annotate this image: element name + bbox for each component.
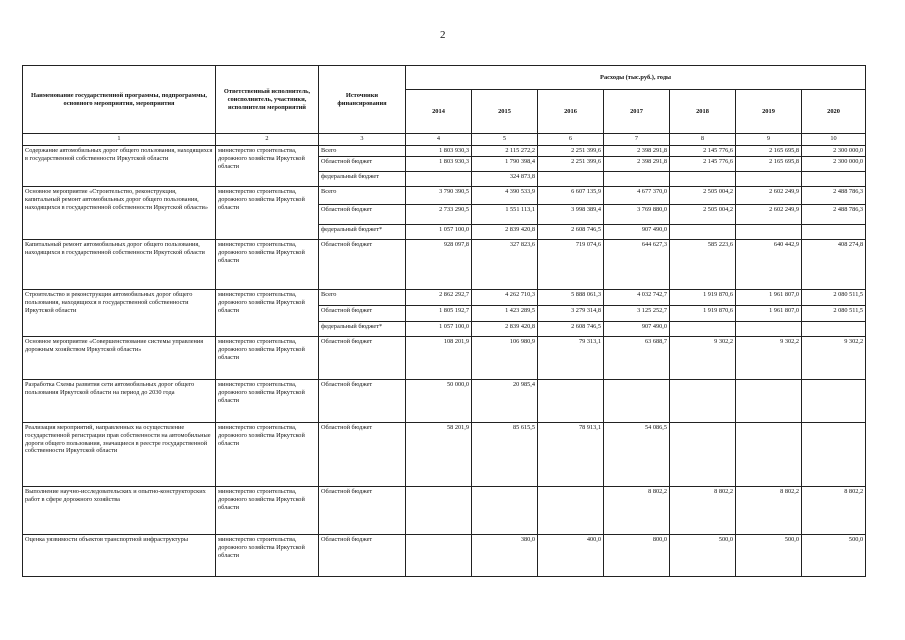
expense-value: 2 115 272,2 [472,146,538,157]
expense-value: 500,0 [670,534,736,576]
expense-value [736,321,802,336]
expense-value: 3 125 252,7 [604,305,670,321]
header-year: 2016 [538,90,604,134]
header-year: 2019 [736,90,802,134]
expense-value: 2 300 000,0 [802,146,866,157]
expense-value: 327 823,6 [472,239,538,289]
program-name: Капитальный ремонт автомобильных дорог общего пользования, находящихся в государственной собственности Иркутской области [23,239,216,289]
expense-value: 9 302,2 [802,336,866,379]
program-name: Строительство и реконструкция автомобильных дорог общего пользования, находящихся в государственной собственности Иркутской области [23,289,216,336]
expense-value: 3 769 880,0 [604,204,670,224]
expense-value: 800,0 [604,534,670,576]
program-name: Содержание автомобильных дорог общего пользования, находящихся в государственной собственности Иркутской области [23,146,216,187]
funding-source: Всего [319,186,406,204]
expense-value: 8 802,2 [604,486,670,534]
expense-value: 928 097,8 [406,239,472,289]
expense-value: 1 961 807,0 [736,305,802,321]
table-row [23,379,866,422]
expense-value: 2 608 746,5 [538,321,604,336]
expense-value: 8 802,2 [802,486,866,534]
expense-value: 8 802,2 [670,486,736,534]
column-index: 9 [736,134,802,146]
expense-value: 2 839 420,8 [472,224,538,239]
expense-value: 2 398 291,8 [604,146,670,157]
expense-value: 2 080 511,5 [802,305,866,321]
expense-value: 1 803 930,3 [406,156,472,171]
header-year: 2017 [604,90,670,134]
expense-value: 3 790 390,5 [406,186,472,204]
expense-value: 1 057 100,0 [406,224,472,239]
expense-value: 1 919 870,6 [670,289,736,305]
expense-value: 2 602 249,9 [736,186,802,204]
expense-value: 2 488 786,3 [802,186,866,204]
expense-value [736,379,802,422]
expense-value: 380,0 [472,534,538,576]
expense-value: 400,0 [538,534,604,576]
expense-value [670,379,736,422]
expense-value: 78 913,1 [538,422,604,486]
expense-value: 500,0 [802,534,866,576]
expense-value: 585 223,6 [670,239,736,289]
expense-value: 2 080 511,5 [802,289,866,305]
expense-value [802,422,866,486]
expense-value: 3 998 389,4 [538,204,604,224]
expense-value [472,486,538,534]
column-index: 6 [538,134,604,146]
table-row [23,486,866,534]
expense-value: 2 398 291,8 [604,156,670,171]
expense-value: 1 057 100,0 [406,321,472,336]
expense-value: 2 165 695,8 [736,146,802,157]
expense-value [736,171,802,186]
program-name: Реализация мероприятий, направленных на осуществление государственной регистрации прав собственности на автомобильные дороги общего пользования, значащиеся в реестре государственной собственности Иркутской области [23,422,216,486]
expense-value [406,534,472,576]
expense-value: 907 490,0 [604,224,670,239]
executor: министерство строительства, дорожного хозяйства Иркутской области [216,379,319,422]
expense-value [670,224,736,239]
expense-value: 640 442,9 [736,239,802,289]
expense-value [604,171,670,186]
column-index: 5 [472,134,538,146]
expense-value [538,486,604,534]
expense-value: 2 608 746,5 [538,224,604,239]
expense-value: 3 279 314,8 [538,305,604,321]
funding-source: федеральный бюджет [319,171,406,186]
funding-source: Областной бюджет [319,422,406,486]
expense-value: 1 961 807,0 [736,289,802,305]
executor: министерство строительства, дорожного хозяйства Иркутской области [216,146,319,187]
expense-value: 106 980,9 [472,336,538,379]
expense-value [802,321,866,336]
funding-source: Всего [319,146,406,157]
expense-value: 85 615,5 [472,422,538,486]
expense-value: 1 919 870,6 [670,305,736,321]
header-year: 2018 [670,90,736,134]
table-row [23,186,866,204]
page-number: 2 [440,29,446,41]
header-expenses: Расходы (тыс.руб.), годы [406,66,866,90]
expense-value: 20 985,4 [472,379,538,422]
funding-source: Областной бюджет [319,305,406,321]
expense-value [802,224,866,239]
expense-value: 9 302,2 [736,336,802,379]
expense-value: 408 274,8 [802,239,866,289]
executor: министерство строительства, дорожного хозяйства Иркутской области [216,186,319,239]
expense-value: 2 862 292,7 [406,289,472,305]
expense-value [538,171,604,186]
executor: министерство строительства, дорожного хозяйства Иркутской области [216,486,319,534]
header-year: 2020 [802,90,866,134]
funding-source: федеральный бюджет* [319,224,406,239]
funding-source: Областной бюджет [319,204,406,224]
expense-value: 108 201,9 [406,336,472,379]
executor: министерство строительства, дорожного хозяйства Иркутской области [216,289,319,336]
funding-source: федеральный бюджет* [319,321,406,336]
expense-value: 2 505 004,2 [670,186,736,204]
expense-value [670,422,736,486]
expense-value: 2 505 004,2 [670,204,736,224]
expense-value [736,224,802,239]
funding-source: Областной бюджет [319,486,406,534]
expense-value: 4 262 710,3 [472,289,538,305]
expense-value: 2 251 399,6 [538,146,604,157]
table-row [23,422,866,486]
expense-value: 2 839 420,8 [472,321,538,336]
funding-source: Областной бюджет [319,336,406,379]
table-row [23,146,866,157]
table-row [23,239,866,289]
table-row [23,336,866,379]
funding-source: Областной бюджет [319,156,406,171]
column-index: 8 [670,134,736,146]
header-year: 2015 [472,90,538,134]
expense-value [538,379,604,422]
expense-value: 6 607 135,9 [538,186,604,204]
table-row [23,534,866,576]
expense-value: 2 145 776,6 [670,156,736,171]
expense-value: 8 802,2 [736,486,802,534]
expense-value: 5 888 061,3 [538,289,604,305]
expense-value: 63 688,7 [604,336,670,379]
expense-value: 50 000,0 [406,379,472,422]
expense-value: 54 086,5 [604,422,670,486]
expense-value: 2 251 399,6 [538,156,604,171]
expense-value: 2 488 786,3 [802,204,866,224]
header-source: Источники финансирования [319,66,406,134]
column-index: 2 [216,134,319,146]
expense-value: 719 074,6 [538,239,604,289]
expense-value [736,422,802,486]
expense-value: 2 165 695,8 [736,156,802,171]
expense-value: 2 145 776,6 [670,146,736,157]
column-index: 7 [604,134,670,146]
expense-value [670,171,736,186]
expense-value: 4 390 533,9 [472,186,538,204]
column-index: 3 [319,134,406,146]
program-name: Основное мероприятие «Совершенствование системы управления дорожным хозяйством Иркутской области» [23,336,216,379]
funding-source: Областной бюджет [319,239,406,289]
expense-value: 1 551 113,1 [472,204,538,224]
funding-source: Областной бюджет [319,534,406,576]
expense-value: 1 790 398,4 [472,156,538,171]
expense-value: 79 313,1 [538,336,604,379]
expense-value: 907 490,0 [604,321,670,336]
expense-value [604,379,670,422]
header-year: 2014 [406,90,472,134]
program-name: Выполнение научно-исследовательских и опытно-конструкторских работ в сфере дорожного хозяйства [23,486,216,534]
expense-value: 1 803 930,3 [406,146,472,157]
expense-value: 2 602 249,9 [736,204,802,224]
program-name: Основное мероприятие «Строительство, реконструкция, капитальный ремонт автомобильных дорог общего пользования, находящихся в государственной собственности Иркутской области» [23,186,216,239]
expense-value: 500,0 [736,534,802,576]
executor: министерство строительства, дорожного хозяйства Иркутской области [216,534,319,576]
program-name: Оценка уязвимости объектов транспортной инфраструктуры [23,534,216,576]
funding-source: Областной бюджет [319,379,406,422]
header-executor: Ответственный исполнитель, соисполнитель, участники, исполнители мероприятий [216,66,319,134]
column-index-row [23,134,866,146]
expense-value: 4 677 370,0 [604,186,670,204]
expense-value [406,171,472,186]
expense-value: 4 032 742,7 [604,289,670,305]
column-index: 1 [23,134,216,146]
expense-value: 9 302,2 [670,336,736,379]
expense-value: 58 201,9 [406,422,472,486]
expense-value: 2 300 000,0 [802,156,866,171]
funding-source: Всего [319,289,406,305]
executor: министерство строительства, дорожного хозяйства Иркутской области [216,422,319,486]
expense-value [406,486,472,534]
expense-value: 2 733 290,5 [406,204,472,224]
executor: министерство строительства, дорожного хозяйства Иркутской области [216,336,319,379]
expense-value [802,379,866,422]
executor: министерство строительства, дорожного хозяйства Иркутской области [216,239,319,289]
column-index: 10 [802,134,866,146]
table-row [23,289,866,305]
budget-table [22,65,866,577]
header-name: Наименование государственной программы, подпрограммы, основного мероприятия, мероприятия [23,66,216,134]
column-index: 4 [406,134,472,146]
expense-value: 324 873,8 [472,171,538,186]
expense-value: 1 423 289,5 [472,305,538,321]
expense-value: 1 805 192,7 [406,305,472,321]
expense-value: 644 627,3 [604,239,670,289]
expense-value [670,321,736,336]
expense-value [802,171,866,186]
program-name: Разработка Схемы развития сети автомобильных дорог общего пользования Иркутской области на период до 2030 года [23,379,216,422]
